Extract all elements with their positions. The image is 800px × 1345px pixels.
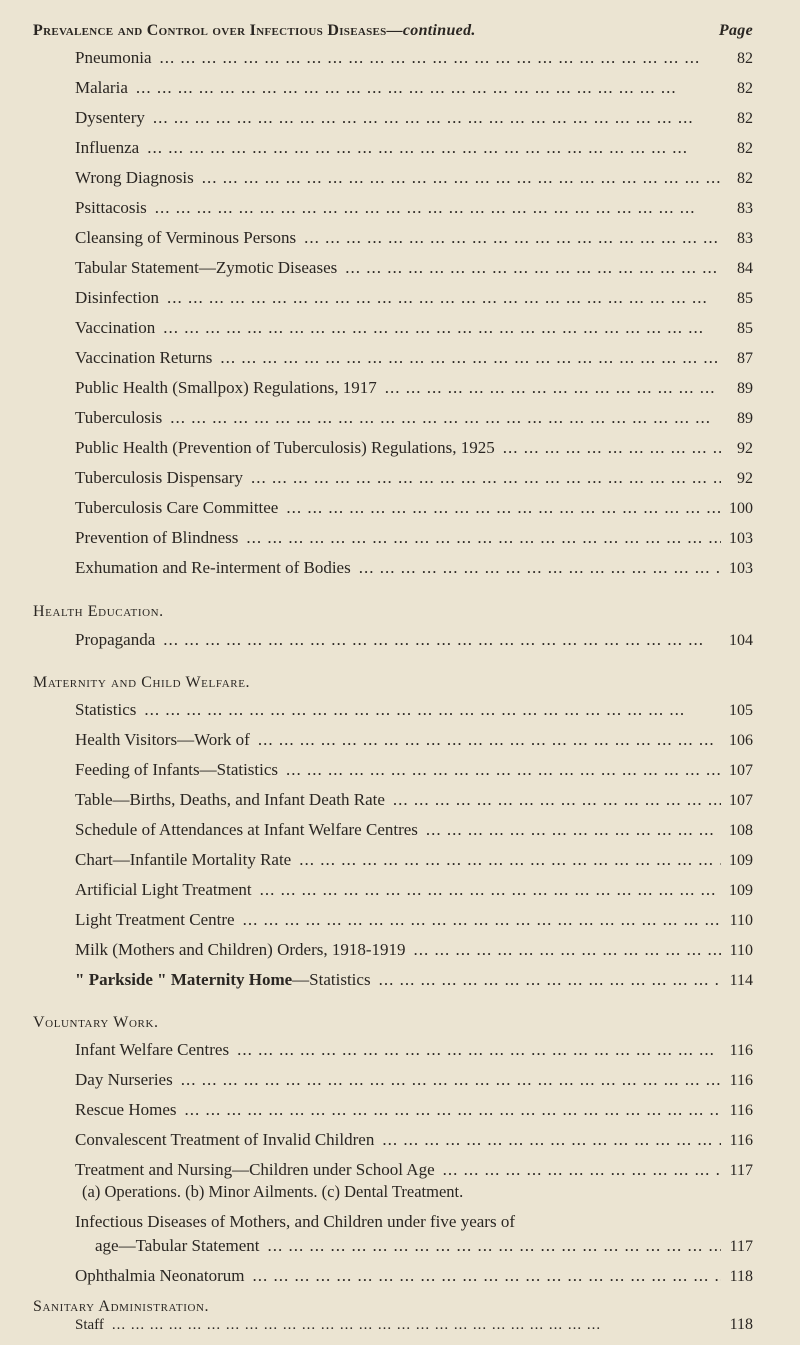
header-continued: —continued. <box>386 22 476 39</box>
index-entry: Vaccination ... . 85 <box>75 318 753 348</box>
header-title: Prevalence and Control over Infectious Diseases <box>33 22 387 39</box>
section-heading-health-education: Health Education. <box>33 603 164 620</box>
index-entry: Convalescent Treatment of Invalid Children ... . 116 <box>75 1130 753 1160</box>
section-heading-voluntary: Voluntary Work. <box>33 1014 159 1031</box>
index-entry: Tuberculosis Dispensary ... . 92 <box>75 468 753 498</box>
index-entry: Influenza ... . 82 <box>75 138 753 168</box>
index-entry: Tuberculosis Care Committee ... . 100 <box>75 498 753 528</box>
index-entry: Health Visitors—Work of ... . 106 <box>75 730 753 760</box>
index-entry: Ophthalmia Neonatorum ... . 118 <box>75 1266 753 1296</box>
index-entry: Pneumonia ... . 82 <box>75 48 753 78</box>
index-entry: Tuberculosis ... . 89 <box>75 408 753 438</box>
section-heading-sanitary: Sanitary Administration. <box>33 1298 210 1315</box>
index-entry: Malaria ... . 82 <box>75 78 753 108</box>
index-entry: Tabular Statement—Zymotic Diseases ... . 84 <box>75 258 753 288</box>
index-entry: Chart—Infantile Mortality Rate ... . 109 <box>75 850 753 880</box>
index-entry: Infant Welfare Centres ... . 116 <box>75 1040 753 1070</box>
index-entry: Day Nurseries ... . 116 <box>75 1070 753 1100</box>
index-entry: Vaccination Returns ... . 87 <box>75 348 753 378</box>
index-entry: Disinfection ... . 85 <box>75 288 753 318</box>
index-entry: Wrong Diagnosis ... . 82 <box>75 168 753 198</box>
page-header <box>33 22 753 40</box>
index-entry: Dysentery ... . 82 <box>75 108 753 138</box>
index-entry: Staff ... . 118 <box>75 1316 753 1340</box>
index-entry: Schedule of Attendances at Infant Welfare Centres ... . 108 <box>75 820 753 850</box>
infectious-diseases-line1: Infectious Diseases of Mothers, and Children under five years of <box>75 1212 515 1231</box>
index-entry: Public Health (Prevention of Tuberculosis) Regulations, 1925 ... . 92 <box>75 438 753 468</box>
index-entry: Treatment and Nursing—Children under School Age ... . 117 <box>75 1160 753 1190</box>
index-entry: Prevention of Blindness ... . 103 <box>75 528 753 558</box>
index-entry: Feeding of Infants—Statistics ... . 107 <box>75 760 753 790</box>
treatment-subline: (a) Operations. (b) Minor Ailments. (c) Dental Treatment. <box>82 1182 464 1201</box>
index-entry: Table—Births, Deaths, and Infant Death Rate ... . 107 <box>75 790 753 820</box>
index-entry: age—Tabular Statement ... . 117 <box>95 1236 753 1266</box>
index-entry: Exhumation and Re-interment of Bodies ... . 103 <box>75 558 753 588</box>
index-entry: Cleansing of Verminous Persons ... . 83 <box>75 228 753 258</box>
index-entry: Light Treatment Centre ... . 110 <box>75 910 753 940</box>
index-entry: Propaganda ... . 104 <box>75 630 753 660</box>
index-entry: Artificial Light Treatment ... . 109 <box>75 880 753 910</box>
index-entry: Statistics ... . 105 <box>75 700 753 730</box>
index-entry: Rescue Homes ... . 116 <box>75 1100 753 1130</box>
index-entry: Public Health (Smallpox) Regulations, 1917 ... . 89 <box>75 378 753 408</box>
section-heading-maternity: Maternity and Child Welfare. <box>33 674 251 691</box>
index-entry-parkside: " Parkside " Maternity Home—Statistics ... . 114 <box>75 970 753 1000</box>
index-entry: Milk (Mothers and Children) Orders, 1918-1919 ... . 110 <box>75 940 753 970</box>
index-entry: Psittacosis ... . 83 <box>75 198 753 228</box>
page-column-label: Page <box>718 22 753 39</box>
